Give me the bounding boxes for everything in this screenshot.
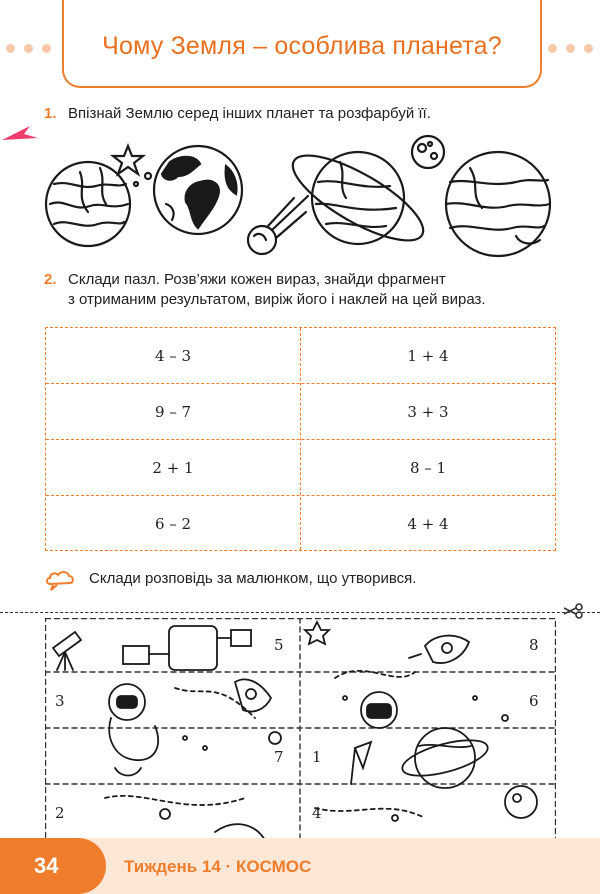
- title-box: [62, 0, 542, 88]
- puzzle-cell: 9 – 7: [154, 403, 192, 421]
- telescope-icon: [53, 632, 81, 670]
- footer-week-text: Тиждень 14 · КОСМОС: [124, 857, 312, 876]
- task-2-number: 2.: [44, 271, 57, 288]
- header-dots-left: [0, 44, 62, 54]
- star-2-icon: [305, 622, 329, 644]
- piece-number: 8: [529, 636, 539, 654]
- puzzle-cell: 1 + 4: [407, 347, 449, 365]
- page-title: Чому Земля – особлива планета?: [102, 32, 502, 60]
- rocket-2-icon: [409, 636, 469, 663]
- astronaut-icon: [109, 684, 158, 776]
- space-station-icon: [123, 626, 251, 670]
- task-1-number: 1.: [44, 105, 57, 122]
- moon-2-icon: [505, 786, 537, 818]
- puzzle-cell: 4 – 3: [154, 347, 192, 365]
- helmet-icon: [361, 692, 397, 728]
- puzzle-cell: 8 – 1: [409, 459, 447, 477]
- comet-icon: [248, 196, 308, 254]
- piece-number: 6: [529, 692, 539, 710]
- rocket-icon: [235, 679, 271, 711]
- earth-planet-icon: [154, 146, 242, 234]
- task-1-text: Впізнай Землю серед інших планет та розфарбуй її.: [68, 105, 431, 122]
- task-2-line-2: з отриманим результатом, виріж його і наклей на цей вираз.: [68, 291, 486, 308]
- planets-illustration: [40, 132, 560, 262]
- flag-icon: [351, 742, 371, 784]
- piece-number: 1: [312, 748, 322, 766]
- puzzle-picture: [45, 618, 556, 844]
- speech-task-text: Склади розповідь за малюнком, що утворився.: [89, 570, 417, 587]
- puzzle-grid: [45, 327, 556, 551]
- puzzle-cell: 3 + 3: [407, 403, 449, 421]
- ringed-planet-3-icon: [399, 728, 491, 788]
- piece-number: 2: [55, 804, 65, 822]
- pink-arrow-icon: [0, 122, 40, 146]
- puzzle-cell: 6 – 2: [154, 515, 192, 533]
- moon-icon: [412, 136, 444, 168]
- cut-line: [0, 612, 600, 613]
- task-2-line-1: Склади пазл. Розв’яжи кожен вираз, знайди фрагмент: [68, 271, 446, 288]
- scissors-icon: [562, 602, 584, 620]
- puzzle-cell: 2 + 1: [152, 459, 194, 477]
- striped-planet-2-icon: [446, 152, 550, 256]
- piece-number: 3: [55, 692, 65, 710]
- piece-number: 5: [274, 636, 284, 654]
- speech-cloud-icon: [44, 568, 76, 592]
- piece-number: 4: [312, 804, 322, 822]
- page-number: 34: [34, 853, 59, 878]
- puzzle-cell: 4 + 4: [407, 515, 449, 533]
- piece-number: 7: [274, 748, 284, 766]
- header-dots-right: [540, 44, 600, 54]
